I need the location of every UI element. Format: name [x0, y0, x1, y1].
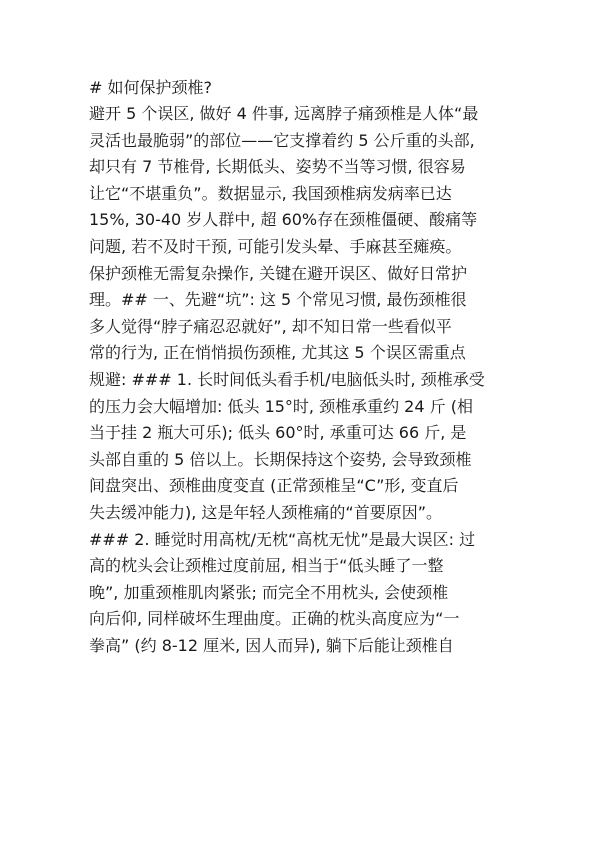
text-line: 15%, 30-40 岁人群中, 超 60%存在颈椎僵硬、酸痛等: [89, 210, 478, 230]
text-line: 常的行为, 正在悄悄损伤颈椎, 尤其这 5 个误区需重点: [89, 343, 466, 363]
text-line: 当于挂 2 瓶大可乐); 低头 60°时, 承重可达 66 斤, 是: [89, 423, 467, 443]
text-line: 头部自重的 5 倍以上。长期保持这个姿势, 会导致颈椎: [89, 449, 472, 469]
text-line: 灵活也最脆弱”的部位——它支撑着约 5 公斤重的头部,: [89, 130, 475, 150]
text-line: 拳高” (约 8-12 厘米, 因人而异), 躺下后能让颈椎自: [89, 635, 454, 655]
text-line: 却只有 7 节椎骨, 长期低头、姿势不当等习惯, 很容易: [89, 157, 466, 177]
document-title: # 如何保护颈椎?: [89, 78, 212, 97]
text-line: 问题, 若不及时干预, 可能引发头晕、手麻甚至瘫痪。: [89, 236, 462, 256]
text-line: 保护颈椎无需复杂操作, 关键在避开误区、做好日常护: [89, 263, 468, 283]
text-line: 理。## 一、先避“坑”: 这 5 个常见习惯, 最伤颈椎很: [89, 290, 467, 310]
text-line: 多人觉得“脖子痛忍忍就好”, 却不知日常一些看似平: [89, 316, 452, 336]
text-line: 晚”, 加重颈椎肌肉紧张; 而完全不用枕头, 会使颈椎: [89, 582, 449, 602]
text-line: 失去缓冲能力), 这是年轻人颈椎痛的“首要原因”。: [89, 502, 442, 522]
body-text: [89, 74, 509, 659]
text-line: 间盘突出、颈椎曲度变直 (正常颈椎呈“C”形, 变直后: [89, 476, 459, 496]
text-line: 让它“不堪重负”。数据显示, 我国颈椎病发病率已达: [89, 183, 452, 203]
text-line: ### 2. 睡觉时用高枕/无枕“高枕无忧”是最大误区: 过: [89, 529, 476, 549]
text-line: 避开 5 个误区, 做好 4 件事, 远离脖子痛颈椎是人体“最: [89, 104, 479, 123]
text-line: 规避: ### 1. 长时间低头看手机/电脑低头时, 颈椎承受: [89, 369, 485, 389]
text-line: 向后仰, 同样破坏生理曲度。正确的枕头高度应为“一: [89, 609, 460, 629]
text-line: 高的枕头会让颈椎过度前屈, 相当于“低头睡了一整: [89, 556, 444, 576]
text-line: 的压力会大幅增加: 低头 15°时, 颈椎承重约 24 斤 (相: [89, 396, 473, 416]
